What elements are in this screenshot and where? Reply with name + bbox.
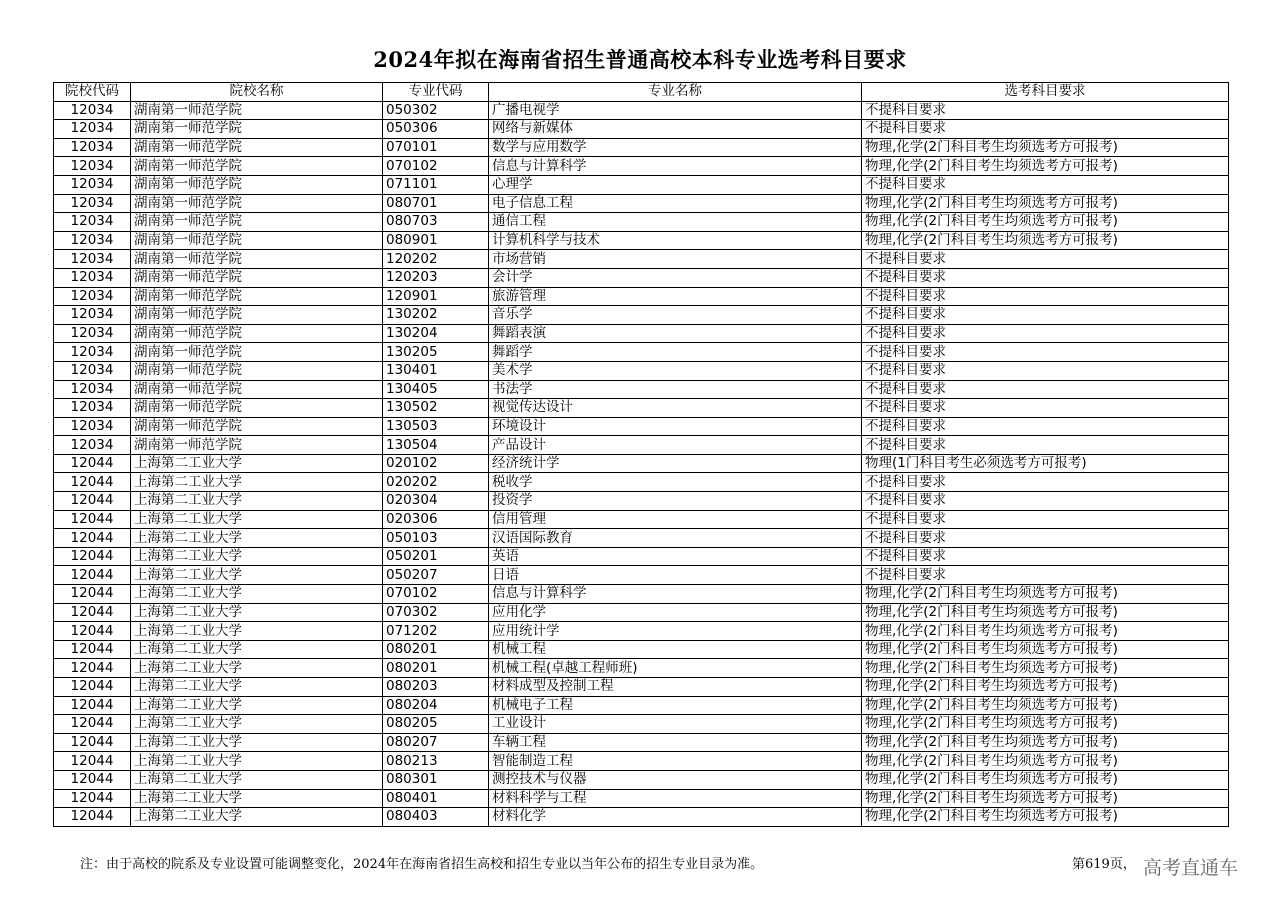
major-name-cell: 会计学: [489, 268, 862, 287]
subject-requirement-cell: 物理,化学(2门科目考生均须选考方可报考): [862, 752, 1229, 771]
school-code-cell: 12034: [54, 436, 131, 455]
subject-requirement-cell: 不提科目要求: [862, 547, 1229, 566]
school-code-cell: 12044: [54, 585, 131, 604]
header-subject-requirement: 选考科目要求: [862, 83, 1229, 102]
table-row: [54, 436, 1229, 455]
table-row: [54, 808, 1229, 827]
subject-requirement-cell: 物理,化学(2门科目考生均须选考方可报考): [862, 603, 1229, 622]
school-code-cell: 12034: [54, 324, 131, 343]
subject-requirement-cell: 不提科目要求: [862, 473, 1229, 492]
table-header-row: [54, 83, 1229, 102]
school-code-cell: 12044: [54, 492, 131, 511]
subject-requirement-cell: 物理,化学(2门科目考生均须选考方可报考): [862, 789, 1229, 808]
major-name-cell: 英语: [489, 547, 862, 566]
major-code-cell: 080301: [383, 770, 489, 789]
school-code-cell: 12034: [54, 231, 131, 250]
subject-requirement-cell: 物理,化学(2门科目考生均须选考方可报考): [862, 659, 1229, 678]
major-code-cell: 020102: [383, 454, 489, 473]
major-code-cell: 020306: [383, 510, 489, 529]
subject-requirement-cell: 物理,化学(2门科目考生均须选考方可报考): [862, 138, 1229, 157]
major-code-cell: 050306: [383, 120, 489, 139]
major-name-cell: 机械工程: [489, 640, 862, 659]
school-code-cell: 12034: [54, 417, 131, 436]
school-name-cell: 湖南第一师范学院: [131, 120, 383, 139]
school-code-cell: 12044: [54, 622, 131, 641]
school-code-cell: 12044: [54, 547, 131, 566]
school-code-cell: 12044: [54, 808, 131, 827]
table-row: [54, 492, 1229, 511]
major-code-cell: 130204: [383, 324, 489, 343]
table-row: [54, 175, 1229, 194]
major-name-cell: 音乐学: [489, 306, 862, 325]
school-name-cell: 上海第二工业大学: [131, 492, 383, 511]
table-row: [54, 101, 1229, 120]
subject-requirement-cell: 不提科目要求: [862, 268, 1229, 287]
major-code-cell: 020304: [383, 492, 489, 511]
table-body: [54, 101, 1229, 826]
major-name-cell: 心理学: [489, 175, 862, 194]
subject-requirement-cell: 物理,化学(2门科目考生均须选考方可报考): [862, 213, 1229, 232]
table-row: [54, 510, 1229, 529]
major-name-cell: 舞蹈学: [489, 343, 862, 362]
school-name-cell: 上海第二工业大学: [131, 566, 383, 585]
table-row: [54, 361, 1229, 380]
school-name-cell: 湖南第一师范学院: [131, 268, 383, 287]
subject-requirement-cell: 不提科目要求: [862, 250, 1229, 269]
major-code-cell: 130504: [383, 436, 489, 455]
subject-requirement-cell: 不提科目要求: [862, 417, 1229, 436]
major-name-cell: 材料科学与工程: [489, 789, 862, 808]
school-name-cell: 上海第二工业大学: [131, 547, 383, 566]
major-code-cell: 080207: [383, 733, 489, 752]
major-name-cell: 旅游管理: [489, 287, 862, 306]
table-row: [54, 585, 1229, 604]
major-name-cell: 测控技术与仪器: [489, 770, 862, 789]
major-code-cell: 120901: [383, 287, 489, 306]
table-row: [54, 529, 1229, 548]
subject-requirement-cell: 物理,化学(2门科目考生均须选考方可报考): [862, 622, 1229, 641]
table-row: [54, 566, 1229, 585]
school-code-cell: 12034: [54, 101, 131, 120]
major-name-cell: 应用化学: [489, 603, 862, 622]
school-code-cell: 12034: [54, 120, 131, 139]
table-row: [54, 417, 1229, 436]
school-name-cell: 上海第二工业大学: [131, 473, 383, 492]
major-name-cell: 美术学: [489, 361, 862, 380]
school-name-cell: 上海第二工业大学: [131, 640, 383, 659]
school-name-cell: 上海第二工业大学: [131, 733, 383, 752]
subject-requirement-cell: 不提科目要求: [862, 120, 1229, 139]
footer-note: 注：由于高校的院系及专业设置可能调整变化，2024年在海南省招生高校和招生专业以当年公布的招生专业目录为准。: [80, 857, 764, 872]
header-school-code: 院校代码: [54, 83, 131, 102]
school-code-cell: 12044: [54, 529, 131, 548]
table-row: [54, 640, 1229, 659]
table-row: [54, 678, 1229, 697]
table-row: [54, 473, 1229, 492]
school-code-cell: 12044: [54, 715, 131, 734]
school-code-cell: 12034: [54, 287, 131, 306]
school-code-cell: 12034: [54, 213, 131, 232]
table-row: [54, 696, 1229, 715]
school-code-cell: 12044: [54, 603, 131, 622]
major-name-cell: 信息与计算科学: [489, 585, 862, 604]
school-code-cell: 12034: [54, 250, 131, 269]
table-row: [54, 380, 1229, 399]
major-code-cell: 070102: [383, 157, 489, 176]
table-row: [54, 752, 1229, 771]
major-code-cell: 130205: [383, 343, 489, 362]
school-name-cell: 湖南第一师范学院: [131, 157, 383, 176]
school-name-cell: 上海第二工业大学: [131, 678, 383, 697]
school-code-cell: 12034: [54, 380, 131, 399]
school-name-cell: 上海第二工业大学: [131, 770, 383, 789]
major-name-cell: 环境设计: [489, 417, 862, 436]
subject-requirement-cell: 不提科目要求: [862, 101, 1229, 120]
school-name-cell: 湖南第一师范学院: [131, 213, 383, 232]
major-name-cell: 机械电子工程: [489, 696, 862, 715]
table-row: [54, 194, 1229, 213]
school-code-cell: 12044: [54, 696, 131, 715]
major-code-cell: 130202: [383, 306, 489, 325]
major-code-cell: 080901: [383, 231, 489, 250]
table-row: [54, 547, 1229, 566]
subject-requirement-cell: 不提科目要求: [862, 306, 1229, 325]
subject-requirement-cell: 不提科目要求: [862, 343, 1229, 362]
table-row: [54, 733, 1229, 752]
major-name-cell: 工业设计: [489, 715, 862, 734]
subject-requirement-cell: 物理(1门科目考生必须选考方可报考): [862, 454, 1229, 473]
table-row: [54, 306, 1229, 325]
school-name-cell: 湖南第一师范学院: [131, 250, 383, 269]
subject-requirement-cell: 不提科目要求: [862, 566, 1229, 585]
school-code-cell: 12034: [54, 157, 131, 176]
major-name-cell: 应用统计学: [489, 622, 862, 641]
table-row: [54, 622, 1229, 641]
school-code-cell: 12034: [54, 138, 131, 157]
table-row: [54, 715, 1229, 734]
school-name-cell: 湖南第一师范学院: [131, 436, 383, 455]
major-code-cell: 130503: [383, 417, 489, 436]
header-major-name: 专业名称: [489, 83, 862, 102]
major-name-cell: 日语: [489, 566, 862, 585]
subject-requirement-cell: 不提科目要求: [862, 287, 1229, 306]
major-code-cell: 080203: [383, 678, 489, 697]
major-name-cell: 投资学: [489, 492, 862, 511]
school-code-cell: 12034: [54, 268, 131, 287]
school-name-cell: 上海第二工业大学: [131, 454, 383, 473]
school-name-cell: 上海第二工业大学: [131, 603, 383, 622]
table-row: [54, 287, 1229, 306]
school-code-cell: 12044: [54, 640, 131, 659]
subject-requirement-cell: 不提科目要求: [862, 510, 1229, 529]
school-name-cell: 湖南第一师范学院: [131, 380, 383, 399]
subject-requirement-cell: 不提科目要求: [862, 175, 1229, 194]
school-name-cell: 湖南第一师范学院: [131, 417, 383, 436]
major-code-cell: 120203: [383, 268, 489, 287]
school-name-cell: 上海第二工业大学: [131, 715, 383, 734]
table-row: [54, 213, 1229, 232]
school-name-cell: 上海第二工业大学: [131, 622, 383, 641]
school-code-cell: 12044: [54, 752, 131, 771]
major-code-cell: 050207: [383, 566, 489, 585]
school-code-cell: 12034: [54, 343, 131, 362]
school-name-cell: 上海第二工业大学: [131, 789, 383, 808]
subject-requirement-cell: 不提科目要求: [862, 324, 1229, 343]
table-row: [54, 250, 1229, 269]
major-code-cell: 050302: [383, 101, 489, 120]
major-name-cell: 车辆工程: [489, 733, 862, 752]
school-name-cell: 湖南第一师范学院: [131, 138, 383, 157]
subject-requirement-cell: 不提科目要求: [862, 380, 1229, 399]
watermark: 高考直通车: [1143, 857, 1239, 879]
major-code-cell: 080703: [383, 213, 489, 232]
subject-requirement-cell: 物理,化学(2门科目考生均须选考方可报考): [862, 770, 1229, 789]
school-name-cell: 上海第二工业大学: [131, 529, 383, 548]
major-name-cell: 电子信息工程: [489, 194, 862, 213]
page-title: 2024年拟在海南省招生普通高校本科专业选考科目要求: [373, 47, 907, 72]
major-name-cell: 信息与计算科学: [489, 157, 862, 176]
major-name-cell: 计算机科学与技术: [489, 231, 862, 250]
school-name-cell: 湖南第一师范学院: [131, 287, 383, 306]
major-name-cell: 舞蹈表演: [489, 324, 862, 343]
school-name-cell: 湖南第一师范学院: [131, 399, 383, 418]
subject-requirement-cell: 物理,化学(2门科目考生均须选考方可报考): [862, 808, 1229, 827]
school-code-cell: 12044: [54, 510, 131, 529]
major-code-cell: 080701: [383, 194, 489, 213]
header-school-name: 院校名称: [131, 83, 383, 102]
school-name-cell: 上海第二工业大学: [131, 585, 383, 604]
school-name-cell: 湖南第一师范学院: [131, 324, 383, 343]
school-code-cell: 12034: [54, 399, 131, 418]
school-code-cell: 12044: [54, 473, 131, 492]
table-row: [54, 770, 1229, 789]
major-code-cell: 080201: [383, 640, 489, 659]
major-name-cell: 广播电视学: [489, 101, 862, 120]
major-code-cell: 070101: [383, 138, 489, 157]
school-code-cell: 12044: [54, 789, 131, 808]
major-name-cell: 市场营销: [489, 250, 862, 269]
major-code-cell: 130405: [383, 380, 489, 399]
subject-requirement-cell: 不提科目要求: [862, 399, 1229, 418]
table-row: [54, 454, 1229, 473]
page-number: 第619页，: [1072, 857, 1136, 872]
requirements-table: [53, 82, 1229, 827]
school-name-cell: 上海第二工业大学: [131, 808, 383, 827]
table-row: [54, 324, 1229, 343]
school-name-cell: 湖南第一师范学院: [131, 175, 383, 194]
major-code-cell: 120202: [383, 250, 489, 269]
major-name-cell: 书法学: [489, 380, 862, 399]
table-row: [54, 268, 1229, 287]
major-name-cell: 经济统计学: [489, 454, 862, 473]
school-name-cell: 湖南第一师范学院: [131, 361, 383, 380]
major-code-cell: 080401: [383, 789, 489, 808]
major-code-cell: 050103: [383, 529, 489, 548]
major-name-cell: 智能制造工程: [489, 752, 862, 771]
table-row: [54, 399, 1229, 418]
subject-requirement-cell: 物理,化学(2门科目考生均须选考方可报考): [862, 678, 1229, 697]
major-name-cell: 视觉传达设计: [489, 399, 862, 418]
school-code-cell: 12034: [54, 361, 131, 380]
table-row: [54, 120, 1229, 139]
subject-requirement-cell: 物理,化学(2门科目考生均须选考方可报考): [862, 585, 1229, 604]
school-name-cell: 上海第二工业大学: [131, 510, 383, 529]
major-name-cell: 材料化学: [489, 808, 862, 827]
school-code-cell: 12044: [54, 733, 131, 752]
school-code-cell: 12044: [54, 454, 131, 473]
school-name-cell: 上海第二工业大学: [131, 696, 383, 715]
major-name-cell: 机械工程(卓越工程师班): [489, 659, 862, 678]
major-code-cell: 080205: [383, 715, 489, 734]
major-code-cell: 080213: [383, 752, 489, 771]
subject-requirement-cell: 物理,化学(2门科目考生均须选考方可报考): [862, 696, 1229, 715]
school-name-cell: 湖南第一师范学院: [131, 194, 383, 213]
subject-requirement-cell: 不提科目要求: [862, 436, 1229, 455]
school-name-cell: 湖南第一师范学院: [131, 343, 383, 362]
major-code-cell: 080201: [383, 659, 489, 678]
major-code-cell: 130401: [383, 361, 489, 380]
subject-requirement-cell: 物理,化学(2门科目考生均须选考方可报考): [862, 194, 1229, 213]
major-name-cell: 材料成型及控制工程: [489, 678, 862, 697]
school-code-cell: 12034: [54, 194, 131, 213]
major-name-cell: 产品设计: [489, 436, 862, 455]
table-row: [54, 343, 1229, 362]
major-name-cell: 数学与应用数学: [489, 138, 862, 157]
school-code-cell: 12034: [54, 306, 131, 325]
table-row: [54, 659, 1229, 678]
table-row: [54, 603, 1229, 622]
school-name-cell: 上海第二工业大学: [131, 659, 383, 678]
major-code-cell: 020202: [383, 473, 489, 492]
major-code-cell: 050201: [383, 547, 489, 566]
major-name-cell: 税收学: [489, 473, 862, 492]
subject-requirement-cell: 物理,化学(2门科目考生均须选考方可报考): [862, 231, 1229, 250]
major-code-cell: 130502: [383, 399, 489, 418]
major-name-cell: 通信工程: [489, 213, 862, 232]
school-name-cell: 湖南第一师范学院: [131, 101, 383, 120]
header-major-code: 专业代码: [383, 83, 489, 102]
major-code-cell: 071202: [383, 622, 489, 641]
school-code-cell: 12044: [54, 770, 131, 789]
school-name-cell: 湖南第一师范学院: [131, 306, 383, 325]
major-name-cell: 网络与新媒体: [489, 120, 862, 139]
school-code-cell: 12044: [54, 659, 131, 678]
subject-requirement-cell: 不提科目要求: [862, 492, 1229, 511]
subject-requirement-cell: 物理,化学(2门科目考生均须选考方可报考): [862, 640, 1229, 659]
school-name-cell: 上海第二工业大学: [131, 752, 383, 771]
table-row: [54, 231, 1229, 250]
table-row: [54, 789, 1229, 808]
table-row: [54, 157, 1229, 176]
subject-requirement-cell: 物理,化学(2门科目考生均须选考方可报考): [862, 157, 1229, 176]
table-row: [54, 138, 1229, 157]
major-name-cell: 汉语国际教育: [489, 529, 862, 548]
subject-requirement-cell: 不提科目要求: [862, 361, 1229, 380]
major-code-cell: 070102: [383, 585, 489, 604]
school-code-cell: 12044: [54, 566, 131, 585]
major-code-cell: 071101: [383, 175, 489, 194]
school-code-cell: 12044: [54, 678, 131, 697]
school-name-cell: 湖南第一师范学院: [131, 231, 383, 250]
major-code-cell: 080403: [383, 808, 489, 827]
major-name-cell: 信用管理: [489, 510, 862, 529]
subject-requirement-cell: 不提科目要求: [862, 529, 1229, 548]
subject-requirement-cell: 物理,化学(2门科目考生均须选考方可报考): [862, 733, 1229, 752]
major-code-cell: 080204: [383, 696, 489, 715]
subject-requirement-cell: 物理,化学(2门科目考生均须选考方可报考): [862, 715, 1229, 734]
school-code-cell: 12034: [54, 175, 131, 194]
major-code-cell: 070302: [383, 603, 489, 622]
